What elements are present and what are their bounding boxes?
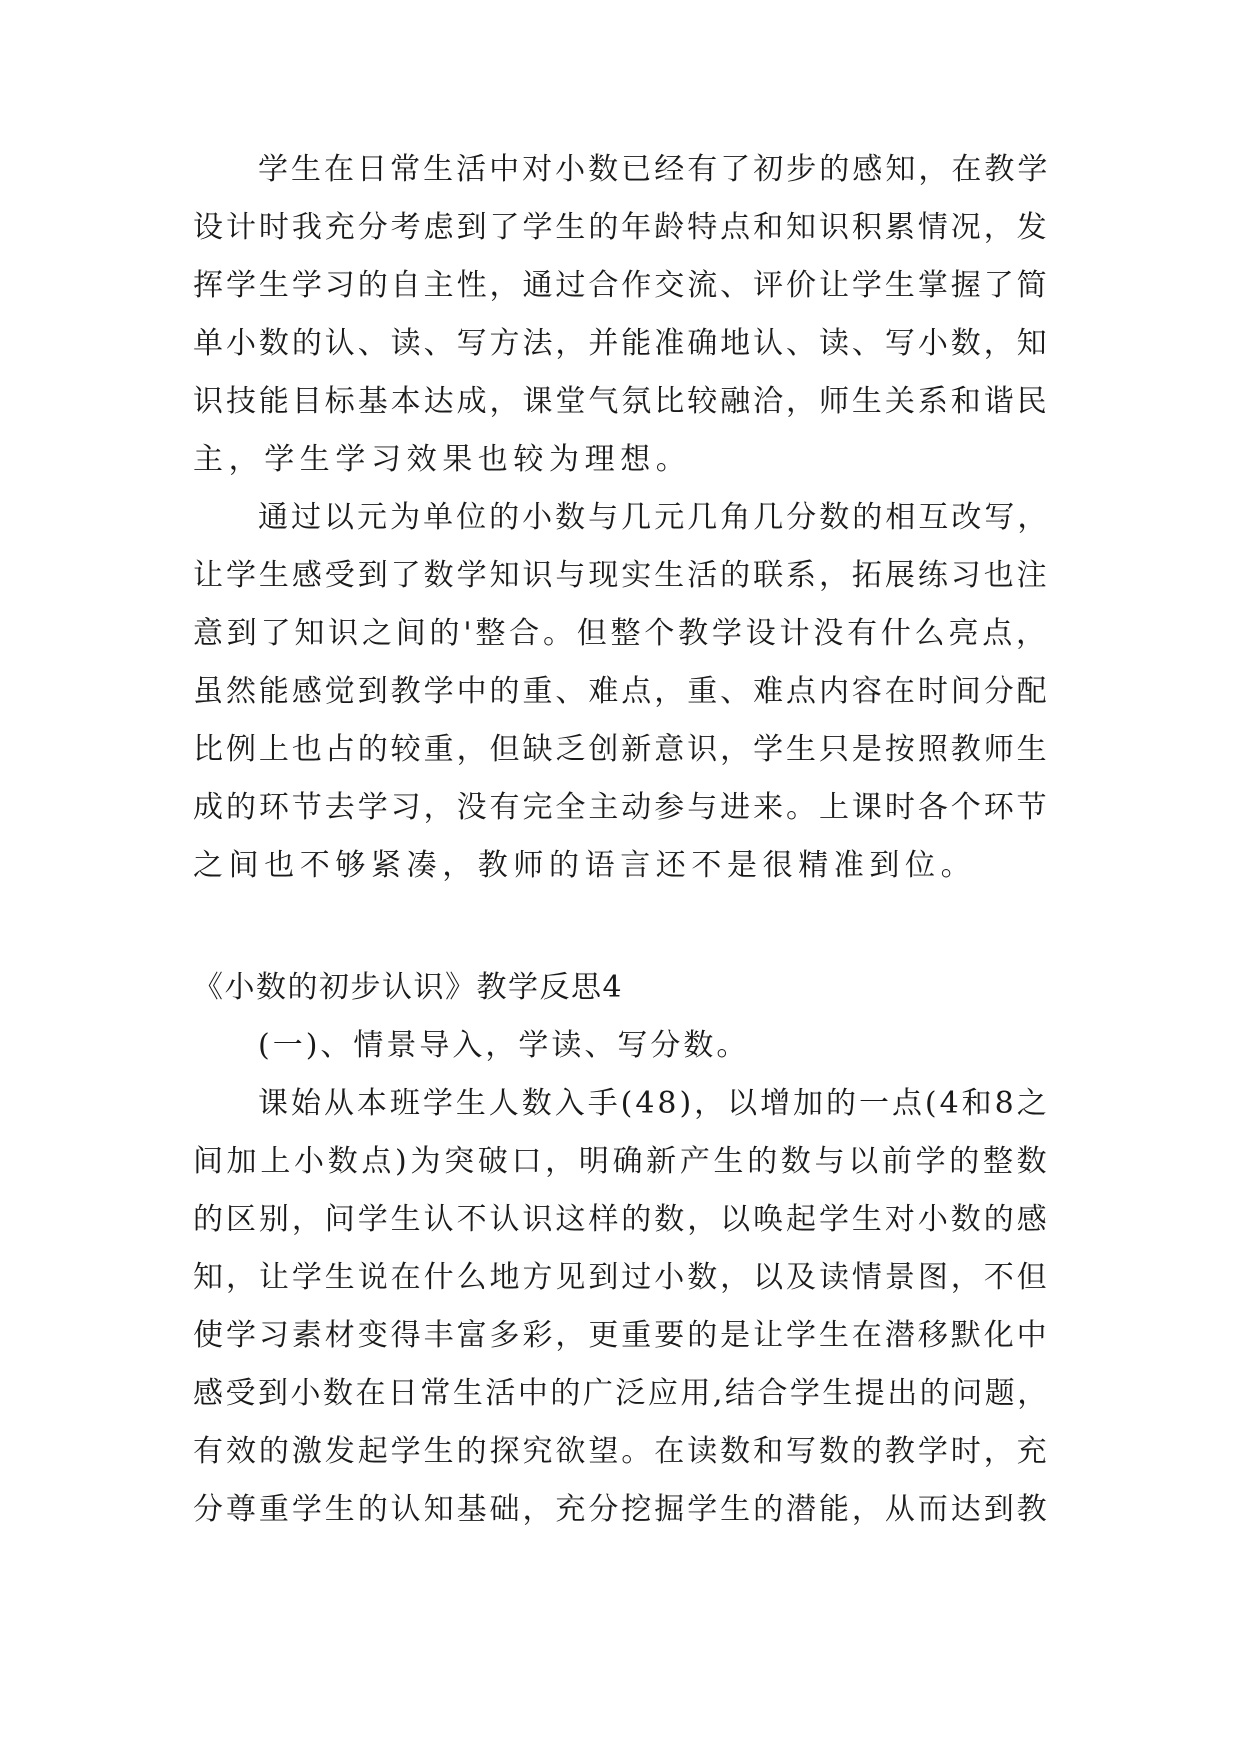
- paragraph-line: 挥学生学习的自主性，通过合作交流、评价让学生掌握了简: [193, 268, 1050, 303]
- paragraph-line: 之间也不够紧凑，教师的语言还不是很精准到位。: [193, 848, 977, 883]
- paragraph-line: 使学习素材变得丰富多彩，更重要的是让学生在潜移默化中: [193, 1318, 1050, 1353]
- paragraph-line: 分尊重学生的认知基础，充分挖掘学生的潜能，从而达到教: [193, 1492, 1050, 1527]
- paragraph-line: 知，让学生说在什么地方见到过小数，以及读情景图，不但: [193, 1260, 1050, 1295]
- subsection-title: (一)、情景导入，学读、写分数。: [258, 1028, 750, 1063]
- paragraph-line: 课始从本班学生人数入手(48)，以增加的一点(4和8之: [258, 1086, 1050, 1121]
- paragraph-line: 让学生感受到了数学知识与现实生活的联系，拓展练习也注: [193, 558, 1050, 593]
- paragraph-line: 学生在日常生活中对小数已经有了初步的感知，在教学: [258, 152, 1051, 187]
- paragraph-line: 有效的激发起学生的探究欲望。在读数和写数的教学时，充: [193, 1434, 1050, 1469]
- paragraph-line: 虽然能感觉到教学中的重、难点，重、难点内容在时间分配: [193, 674, 1050, 709]
- paragraph-line: 比例上也占的较重，但缺乏创新意识，学生只是按照教师生: [193, 732, 1050, 767]
- paragraph-line: 感受到小数在日常生活中的广泛应用,结合学生提出的问题，: [193, 1376, 1050, 1411]
- paragraph-line: 单小数的认、读、写方法，并能准确地认、读、写小数，知: [193, 326, 1050, 361]
- paragraph-line: 意到了知识之间的'整合。但整个教学设计没有什么亮点，: [193, 616, 1050, 651]
- paragraph-line: 成的环节去学习，没有完全主动参与进来。上课时各个环节: [193, 790, 1050, 825]
- paragraph-line: 的区别，问学生认不认识这样的数，以唤起学生对小数的感: [193, 1202, 1050, 1237]
- paragraph-line: 设计时我充分考虑到了学生的年龄特点和知识积累情况，发: [193, 210, 1050, 245]
- paragraph-line: 间加上小数点)为突破口，明确新产生的数与以前学的整数: [193, 1144, 1051, 1179]
- paragraph-line: 通过以元为单位的小数与几元几角几分数的相互改写，: [258, 500, 1051, 535]
- paragraph-line: 主，学生学习效果也较为理想。: [193, 442, 692, 477]
- section-heading: 《小数的初步认识》教学反思4: [193, 970, 624, 1005]
- paragraph-line: 识技能目标基本达成，课堂气氛比较融洽，师生关系和谐民: [193, 384, 1050, 419]
